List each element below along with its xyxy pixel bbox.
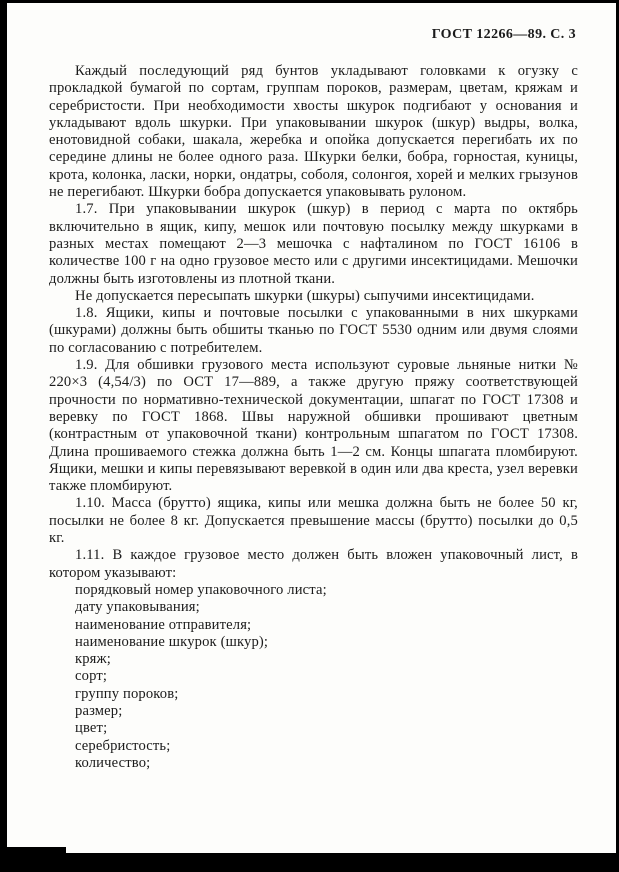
list-item: количество; bbox=[75, 754, 151, 771]
list-item: наименование отправителя; bbox=[75, 616, 252, 633]
list-item: кряж; bbox=[75, 651, 111, 668]
list-item: цвет; bbox=[75, 720, 108, 737]
paragraph-1-7-naphthalene: 1.7. При упаковывании шкурок (шкур) в период с марта по октябрь включительно в ящик, кипу, мешок или почтовую посылку между шкурками в разных местах помещают 2—3 мешочка с нафталином по ГОСТ 16106 в количестве 100 г на одно грузовое место или с другими инсектицидами. Мешочки должны быть изготовлены из плотной ткани. bbox=[49, 201, 578, 287]
list-item: серебристость; bbox=[75, 737, 171, 754]
document-header: ГОСТ 12266—89. С. 3 bbox=[431, 27, 576, 42]
paragraph-1-10-gross-mass: 1.10. Масса (брутто) ящика, кипы или мешка должна быть не более 50 кг, посылки не более 8 кг. Допускается превышение массы (брутто) посылки до 0,5 кг. bbox=[49, 495, 578, 547]
scan-border-left bbox=[0, 0, 7, 872]
paragraph-1-11-packing-list: 1.11. В каждое грузовое место должен быть вложен упаковочный лист, в котором указывают: bbox=[49, 547, 578, 581]
document-body bbox=[49, 63, 578, 772]
paragraph-packing-rows: Каждый последующий ряд бунтов укладывают головками к огузку с прокладкой бумагой по сортам, группам пороков, размерам, цветам, кряжам и серебристости. При необходимости хвосты шкурок подгибают у основания и укладывают вдоль шкурки. При упаковывании шкурок (шкур) выдры, волка, енотовидной собаки, шакала, жеребка и опойка допускается перегибать их по середине длины не более одного раза. Шкурки белки, бобра, горностая, куницы, крота, колонка, ласки, норки, ондатры, соболя, солонгоя, хорей и мелких грызунов не перегибают. Шкурки бобра допускается упаковывать рулоном. bbox=[49, 63, 578, 201]
list-item: порядковый номер упаковочного листа; bbox=[75, 581, 327, 598]
paragraph-no-loose-insecticide: Не допускается пересыпать шкурки (шкуры) сыпучими инсектицидами. bbox=[75, 287, 535, 304]
paragraph-1-9-sewing-threads: 1.9. Для обшивки грузового места используют суровые льняные нитки № 220×3 (4,54/3) по ОСТ 17—889, а также другую пряжу соответствующей прочности по нормативно-технической документации, шпагат по ГОСТ 17308 и веревку по ГОСТ 1868. Швы наружной обшивки прошивают цветным (контрастным от упаковочной ткани) контрольным шпагатом по ГОСТ 17308. Длина прошиваемого стежка должна быть 1—2 см. Концы шпагата пломбируют. Ящики, мешки и кипы перевязывают веревкой в один или два креста, узел веревки также пломбируют. bbox=[49, 357, 578, 495]
list-item: сорт; bbox=[75, 668, 108, 685]
paragraph-1-8-cloth-covering: 1.8. Ящики, кипы и почтовые посылки с упакованными в них шкурками (шкурами) должны быть обшиты тканью по ГОСТ 5530 одним или двумя слоями по согласованию с потребителем. bbox=[49, 305, 578, 356]
scan-border-bottom bbox=[0, 853, 619, 872]
list-item: размер; bbox=[75, 702, 123, 719]
list-item: группу пороков; bbox=[75, 685, 179, 702]
page-content bbox=[7, 3, 616, 853]
scan-border-bottom-notch bbox=[0, 847, 66, 872]
scan-border-top bbox=[0, 0, 619, 3]
list-item: наименование шкурок (шкур); bbox=[75, 633, 269, 650]
list-item: дату упаковывания; bbox=[75, 599, 200, 616]
packing-list-fields bbox=[75, 582, 578, 772]
